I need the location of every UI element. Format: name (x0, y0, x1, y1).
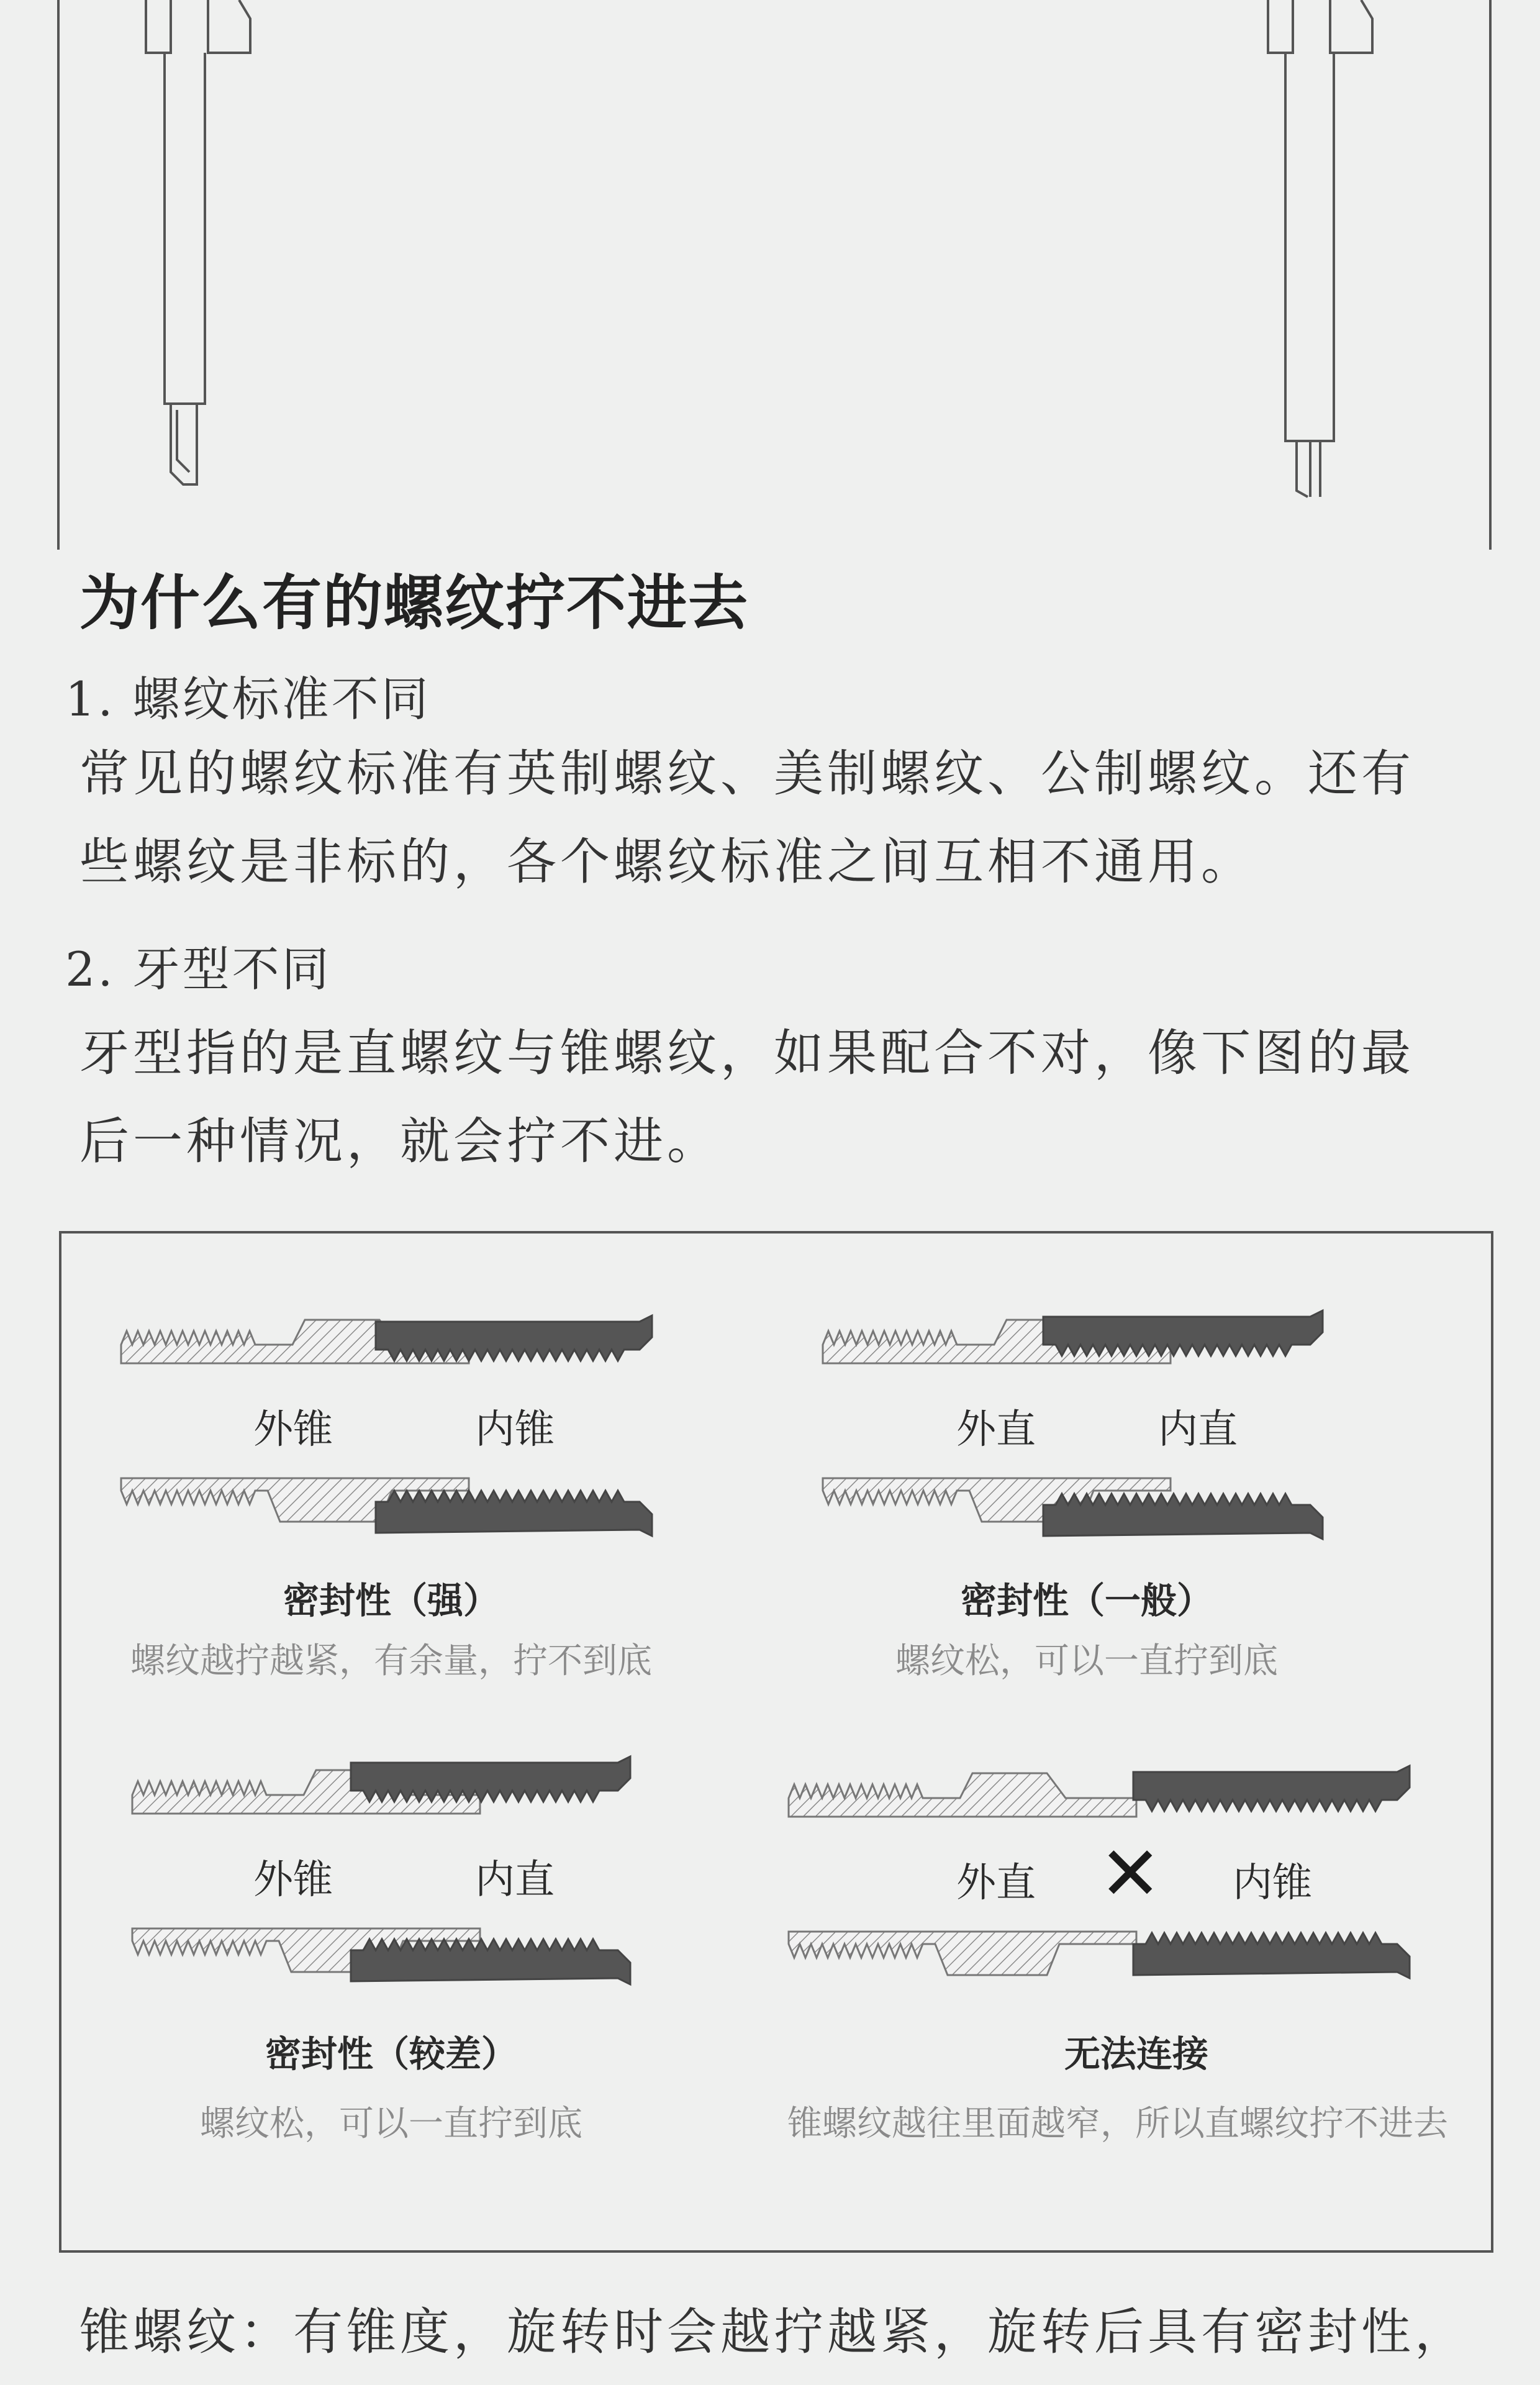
page-title: 为什么有的螺纹拧不进去 (79, 568, 749, 638)
panel2-note: 螺纹松，可以一直拧到底 (895, 1641, 1278, 1681)
panel4-female-thread-top (1133, 1766, 1410, 1811)
panel4-female-thread-bottom (1133, 1933, 1410, 1978)
panel1-female-thread-bottom (376, 1491, 652, 1536)
section2-body-line: 牙型指的是直螺纹与锥螺纹，如果配合不对，像下图的最 (79, 1024, 1415, 1082)
bottom-paragraph-line: 锥螺纹：有锥度，旋转时会越拧越紧，旋转后具有密封性， (79, 2303, 1468, 2361)
panel4-male-thread-top (789, 1773, 1136, 1817)
panel4-male-thread-bottom (789, 1932, 1136, 1975)
panel4-note: 锥螺纹越往里面越窄，所以直螺纹拧不进去 (787, 2104, 1448, 2144)
panel2-female-thread-bottom (1043, 1494, 1323, 1539)
panel2-female-thread-top (1043, 1311, 1323, 1356)
panel3-title: 密封性（较差） (265, 2033, 517, 2075)
panel1-note: 螺纹越拧越紧，有余量，拧不到底 (130, 1641, 652, 1681)
panel4-title: 无法连接 (1064, 2033, 1208, 2075)
section1-title: 1. 螺纹标准不同 (65, 671, 431, 727)
section1-body-line: 常见的螺纹标准有英制螺纹、美制螺纹、公制螺纹。还有 (79, 745, 1415, 802)
section1-body-line: 些螺纹是非标的，各个螺纹标准之间互相不通用。 (79, 833, 1254, 891)
panel4-right-label: 内锥 (1233, 1860, 1312, 1906)
panel2-title: 密封性（一般） (960, 1579, 1213, 1622)
section2-body-line: 后一种情况，就会拧不进。 (79, 1112, 720, 1170)
panel3-right-label: 内直 (475, 1857, 555, 1903)
panel4-mismatch-mark: ✕ (1099, 1831, 1162, 1917)
panel4-left-label: 外直 (956, 1860, 1036, 1906)
panel2-right-label: 内直 (1158, 1407, 1238, 1453)
panel1-left-label: 外锥 (253, 1407, 333, 1453)
panel3-left-label: 外锥 (253, 1857, 333, 1903)
panel3-female-thread-top (351, 1756, 630, 1802)
panel3-female-thread-bottom (351, 1939, 630, 1984)
section2-title: 2. 牙型不同 (65, 942, 332, 997)
panel3-note: 螺纹松，可以一直拧到底 (200, 2104, 582, 2144)
panel1-female-thread-top (376, 1315, 652, 1361)
panel1-right-label: 内锥 (475, 1407, 555, 1453)
panel1-title: 密封性（强） (283, 1579, 499, 1622)
panel2-left-label: 外直 (956, 1407, 1036, 1453)
